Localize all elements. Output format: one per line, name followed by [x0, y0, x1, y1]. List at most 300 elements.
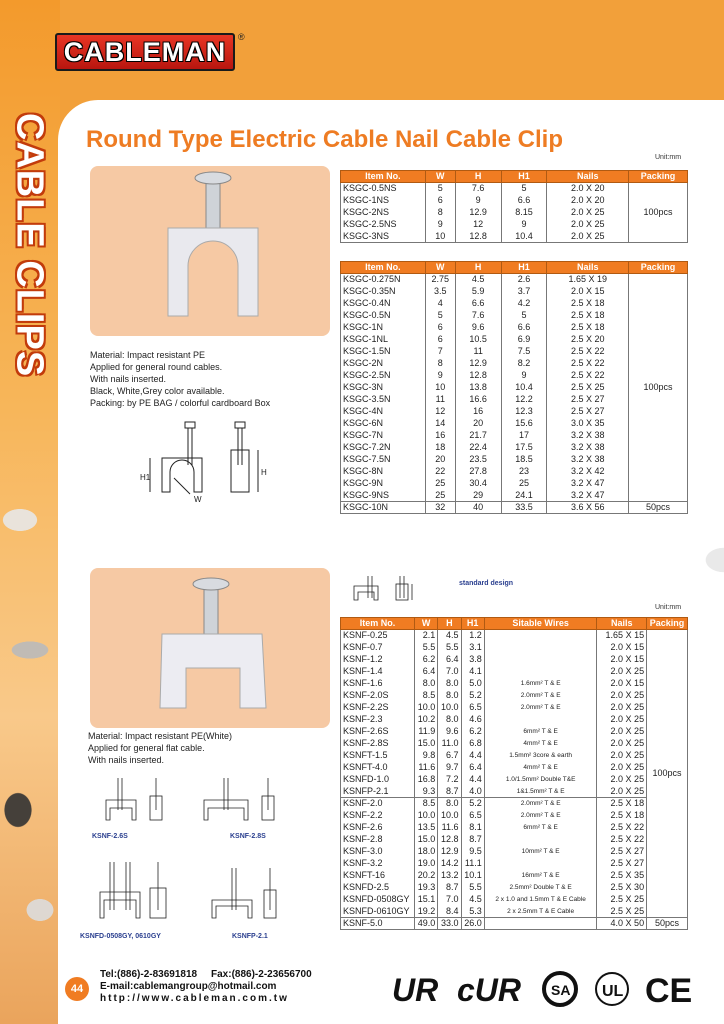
nails-cell: 1.65 X 15 — [597, 630, 647, 642]
packing-cell: 100pcs — [647, 630, 688, 918]
h1-cell: 4.5 — [461, 894, 484, 906]
table-row — [341, 274, 688, 286]
wires-cell — [484, 642, 597, 654]
h-cell: 5.5 — [438, 642, 461, 654]
item-cell: KSNF-2.6 — [341, 822, 415, 834]
item-cell: KSGC-2.5N — [341, 370, 426, 382]
h-cell: 12.8 — [455, 370, 501, 382]
w-cell: 13.5 — [414, 822, 437, 834]
wires-cell: 2.5mm² Double T & E — [484, 882, 597, 894]
nails-cell: 2.5 X 22 — [597, 834, 647, 846]
h-cell: 10.0 — [438, 810, 461, 822]
h-cell: 29 — [455, 490, 501, 502]
item-cell: KSGC-0.35N — [341, 286, 426, 298]
w-cell: 8 — [425, 207, 455, 219]
h1-cell: 6.6 — [501, 322, 547, 334]
w-cell: 5.5 — [414, 642, 437, 654]
tel: Tel:(886)-2-83691818 — [100, 969, 198, 980]
h1-cell: 9 — [501, 219, 547, 231]
h1-cell: 6.9 — [501, 334, 547, 346]
h-cell: 8.0 — [438, 798, 461, 810]
nails-cell: 2.0 X 20 — [547, 195, 629, 207]
item-cell: KSGC-7N — [341, 430, 426, 442]
table-body — [341, 183, 688, 243]
wires-cell: 4mm² T & E — [484, 738, 597, 750]
item-cell: KSGC-3NS — [341, 231, 426, 243]
svg-text:cUR: cUR — [457, 972, 522, 1008]
desc-line: With nails inserted. — [88, 755, 165, 765]
ul-mark-icon — [592, 970, 632, 1008]
nails-cell: 2.0 X 25 — [547, 219, 629, 231]
nails-cell: 2.0 X 15 — [597, 642, 647, 654]
h-cell: 8.0 — [438, 714, 461, 726]
h1-cell: 6.8 — [461, 738, 484, 750]
h-cell: 8.7 — [438, 882, 461, 894]
h1-cell: 2.6 — [501, 274, 547, 286]
w-cell: 7 — [425, 346, 455, 358]
item-cell: KSGC-1.5N — [341, 346, 426, 358]
wires-cell: 1.0/1.5mm² Double T&E — [484, 774, 597, 786]
table-flat-clips — [340, 617, 688, 930]
h-cell: 33.0 — [438, 918, 461, 930]
nails-cell: 2.5 X 18 — [547, 310, 629, 322]
wires-cell: 10mm² T & E — [484, 846, 597, 858]
h-cell: 14.2 — [438, 858, 461, 870]
w-cell: 10.2 — [414, 714, 437, 726]
h1-cell: 25 — [501, 478, 547, 490]
h-cell: 9.6 — [455, 322, 501, 334]
wires-cell: 1&1.5mm² T & E — [484, 786, 597, 798]
h-cell: 9.7 — [438, 762, 461, 774]
h-cell: 4.5 — [438, 630, 461, 642]
nails-cell: 2.5 X 35 — [597, 870, 647, 882]
h1-cell: 8.15 — [501, 207, 547, 219]
item-cell: KSGC-3.5N — [341, 394, 426, 406]
wires-cell — [484, 654, 597, 666]
h-cell: 11.0 — [438, 738, 461, 750]
h1-cell: 4.1 — [461, 666, 484, 678]
wires-cell: 2.0mm² T & E — [484, 798, 597, 810]
item-cell: KSNF-2.0 — [341, 798, 415, 810]
nails-cell: 2.0 X 25 — [597, 702, 647, 714]
flat-clip-image — [90, 568, 330, 728]
w-cell: 5 — [425, 310, 455, 322]
h-cell: 21.7 — [455, 430, 501, 442]
h1-cell: 17 — [501, 430, 547, 442]
h1-cell: 18.5 — [501, 454, 547, 466]
nails-cell: 2.5 X 27 — [597, 846, 647, 858]
h-cell: 7.0 — [438, 894, 461, 906]
email[interactable]: E-mail:cablemangroup@hotmail.com — [100, 981, 277, 992]
table-row — [341, 702, 688, 714]
w-cell: 11.9 — [414, 726, 437, 738]
item-cell: KSNF-2.8S — [341, 738, 415, 750]
nails-cell: 2.5 X 30 — [597, 882, 647, 894]
col-packing: Packing — [629, 262, 688, 274]
w-cell: 6.4 — [414, 666, 437, 678]
w-cell: 15.0 — [414, 834, 437, 846]
contact-info — [100, 969, 312, 1005]
table-row — [341, 642, 688, 654]
wires-cell: 2.0mm² T & E — [484, 810, 597, 822]
packing-cell: 50pcs — [647, 918, 688, 930]
item-cell: KSGC-9NS — [341, 490, 426, 502]
w-cell: 6.2 — [414, 654, 437, 666]
nails-cell: 2.0 X 25 — [597, 750, 647, 762]
nails-cell: 2.5 X 22 — [547, 346, 629, 358]
w-cell: 49.0 — [414, 918, 437, 930]
w-cell: 15.0 — [414, 738, 437, 750]
table-body — [341, 630, 688, 930]
w-cell: 18 — [425, 442, 455, 454]
table-body — [341, 274, 688, 514]
wires-cell: 2 x 1.0 and 1.5mm T & E Cable — [484, 894, 597, 906]
h-cell: 13.8 — [455, 382, 501, 394]
h1-cell: 9.5 — [461, 846, 484, 858]
item-cell: KSNFD-1.0 — [341, 774, 415, 786]
h1-cell: 24.1 — [501, 490, 547, 502]
item-cell: KSNF-2.8 — [341, 834, 415, 846]
h1-cell: 6.6 — [501, 195, 547, 207]
w-cell: 16.8 — [414, 774, 437, 786]
table-row — [341, 666, 688, 678]
nails-cell: 2.0 X 25 — [597, 738, 647, 750]
wires-cell: 2.0mm² T & E — [484, 702, 597, 714]
w-cell: 8.5 — [414, 690, 437, 702]
w-cell: 22 — [425, 466, 455, 478]
w-cell: 25 — [425, 490, 455, 502]
table-row — [341, 762, 688, 774]
wires-cell: 2.0mm² T & E — [484, 690, 597, 702]
item-cell: KSGC-0.4N — [341, 298, 426, 310]
h-cell: 16.6 — [455, 394, 501, 406]
round-clip-photo — [90, 166, 330, 336]
nails-cell: 2.0 X 25 — [597, 666, 647, 678]
nails-cell: 1.65 X 19 — [547, 274, 629, 286]
item-cell: KSNF-1.2 — [341, 654, 415, 666]
phone-fax-line — [100, 969, 312, 981]
h1-label: H1 — [140, 473, 151, 482]
w-cell: 19.2 — [414, 906, 437, 918]
col-w: W — [414, 618, 437, 630]
col-packing: Packing — [629, 171, 688, 183]
w-cell: 2.1 — [414, 630, 437, 642]
nails-cell: 2.0 X 25 — [547, 231, 629, 243]
side-section-title: CABLE CLIPS — [8, 112, 51, 378]
nails-cell: 2.0 X 25 — [597, 690, 647, 702]
round-clip-image — [90, 166, 330, 336]
diagram-label-ksnf-2-6s: KSNF-2.6S — [92, 833, 128, 840]
item-cell: KSGC-7.5N — [341, 454, 426, 466]
w-cell: 12 — [425, 406, 455, 418]
w-cell: 19.3 — [414, 882, 437, 894]
h-cell: 10.5 — [455, 334, 501, 346]
item-cell: KSNFT-1.5 — [341, 750, 415, 762]
nails-cell: 3.6 X 56 — [547, 502, 629, 514]
wires-cell — [484, 630, 597, 642]
item-cell: KSNFP-2.1 — [341, 786, 415, 798]
w-cell: 16 — [425, 430, 455, 442]
h-cell: 12 — [455, 219, 501, 231]
nails-cell: 2.5 X 25 — [597, 906, 647, 918]
wires-cell — [484, 666, 597, 678]
col-packing: Packing — [647, 618, 688, 630]
ur-mark-icon — [390, 970, 450, 1008]
col-h: H — [438, 618, 461, 630]
h1-cell: 4.4 — [461, 774, 484, 786]
item-cell: KSNFT-4.0 — [341, 762, 415, 774]
w-label: W — [194, 495, 202, 504]
h-cell: 13.2 — [438, 870, 461, 882]
h-cell: 7.2 — [438, 774, 461, 786]
w-cell: 15.1 — [414, 894, 437, 906]
nails-cell: 2.5 X 20 — [547, 334, 629, 346]
nails-cell: 2.0 X 25 — [597, 726, 647, 738]
h-cell: 12.9 — [455, 207, 501, 219]
item-cell: KSNF-0.7 — [341, 642, 415, 654]
table-header-row — [341, 171, 688, 183]
table-row — [341, 870, 688, 882]
item-cell: KSGC-8N — [341, 466, 426, 478]
desc-line: Black, White,Grey color available. — [90, 386, 225, 396]
w-cell: 14 — [425, 418, 455, 430]
table-row — [341, 774, 688, 786]
item-cell: KSNFD-0508GY — [341, 894, 415, 906]
ce-mark-icon — [645, 970, 693, 1010]
table-row — [341, 882, 688, 894]
w-cell: 8 — [425, 358, 455, 370]
svg-text:UR: UR — [392, 972, 439, 1008]
table-row — [341, 183, 688, 195]
table-round-n — [340, 261, 688, 514]
col-wires: Sitable Wires — [484, 618, 597, 630]
w-cell: 11.6 — [414, 762, 437, 774]
col-nails: Nails — [547, 262, 629, 274]
flat-clip-photo — [90, 568, 330, 728]
standard-design-diagram — [348, 574, 438, 610]
nails-cell: 3.2 X 42 — [547, 466, 629, 478]
nails-cell: 2.5 X 22 — [597, 822, 647, 834]
w-cell: 10 — [425, 231, 455, 243]
item-cell: KSGC-0.5N — [341, 310, 426, 322]
h-cell: 5.9 — [455, 286, 501, 298]
w-cell: 32 — [425, 502, 455, 514]
w-cell: 19.0 — [414, 858, 437, 870]
h-cell: 23.5 — [455, 454, 501, 466]
h1-cell: 6.5 — [461, 810, 484, 822]
item-cell: KSNF-5.0 — [341, 918, 415, 930]
nails-cell: 2.0 X 15 — [597, 678, 647, 690]
h-cell: 20 — [455, 418, 501, 430]
item-cell: KSGC-2N — [341, 358, 426, 370]
item-cell: KSGC-0.275N — [341, 274, 426, 286]
h1-cell: 4.4 — [461, 750, 484, 762]
h1-cell: 5 — [501, 183, 547, 195]
diagram-label-ksnfp: KSNFP-2.1 — [232, 933, 268, 940]
standard-design-label: standard design — [459, 580, 514, 587]
nails-cell: 2.0 X 20 — [547, 183, 629, 195]
h-cell: 9 — [455, 195, 501, 207]
nails-cell: 2.5 X 27 — [547, 394, 629, 406]
table-row — [341, 906, 688, 918]
item-cell: KSNFT-16 — [341, 870, 415, 882]
desc-line: Material: Impact resistant PE(White) — [88, 731, 233, 741]
h1-cell: 6.4 — [461, 762, 484, 774]
h-cell: 12.9 — [455, 358, 501, 370]
table-row — [341, 834, 688, 846]
h-cell: 11 — [455, 346, 501, 358]
h-cell: 7.6 — [455, 310, 501, 322]
wires-cell: 6mm² T & E — [484, 822, 597, 834]
col-h1: H1 — [461, 618, 484, 630]
table-row — [341, 678, 688, 690]
h1-cell: 8.7 — [461, 834, 484, 846]
w-cell: 3.5 — [425, 286, 455, 298]
item-cell: KSGC-2NS — [341, 207, 426, 219]
nails-cell: 2.0 X 15 — [547, 286, 629, 298]
item-cell: KSGC-2.5NS — [341, 219, 426, 231]
h1-cell: 23 — [501, 466, 547, 478]
col-item: Item No. — [341, 262, 426, 274]
item-cell: KSNF-2.2S — [341, 702, 415, 714]
item-cell: KSGC-3N — [341, 382, 426, 394]
item-cell: KSNF-3.2 — [341, 858, 415, 870]
w-cell: 6 — [425, 322, 455, 334]
nails-cell: 2.0 X 25 — [547, 207, 629, 219]
h-cell: 30.4 — [455, 478, 501, 490]
h1-cell: 3.8 — [461, 654, 484, 666]
item-cell: KSGC-7.2N — [341, 442, 426, 454]
w-cell: 6 — [425, 195, 455, 207]
h-cell: 8.7 — [438, 786, 461, 798]
table-row — [341, 846, 688, 858]
wires-cell — [484, 858, 597, 870]
item-cell: KSNFD-2.5 — [341, 882, 415, 894]
wires-cell: 2 x 2.5mm T & E Cable — [484, 906, 597, 918]
desc-line: Applied for general round cables. — [90, 362, 223, 372]
csa-mark-icon — [540, 970, 580, 1008]
nails-cell: 3.2 X 38 — [547, 430, 629, 442]
h1-cell: 6.5 — [461, 702, 484, 714]
h1-cell: 33.5 — [501, 502, 547, 514]
h-cell: 6.7 — [438, 750, 461, 762]
website[interactable]: http://www.cableman.com.tw — [100, 993, 289, 1004]
nails-cell: 2.0 X 25 — [597, 714, 647, 726]
h1-cell: 12.2 — [501, 394, 547, 406]
table-row — [341, 502, 688, 514]
svg-text:UL: UL — [602, 983, 624, 1000]
h-cell: 9.6 — [438, 726, 461, 738]
side-product-photos — [0, 480, 58, 1024]
table-row — [341, 714, 688, 726]
h1-cell: 3.7 — [501, 286, 547, 298]
h1-cell: 5.3 — [461, 906, 484, 918]
w-cell: 20.2 — [414, 870, 437, 882]
h-cell: 8.0 — [438, 690, 461, 702]
unit-label-1: Unit:mm — [655, 154, 682, 161]
w-cell: 25 — [425, 478, 455, 490]
table-row — [341, 654, 688, 666]
table-row — [341, 810, 688, 822]
wires-cell — [484, 834, 597, 846]
nails-cell: 4.0 X 50 — [597, 918, 647, 930]
nails-cell: 2.5 X 27 — [597, 858, 647, 870]
brand-logo: CABLEMAN — [55, 33, 235, 71]
h1-cell: 4.6 — [461, 714, 484, 726]
h1-cell: 8.2 — [501, 358, 547, 370]
wires-cell — [484, 714, 597, 726]
table-round-ns — [340, 170, 688, 243]
w-cell: 9 — [425, 219, 455, 231]
h-cell: 12.8 — [438, 834, 461, 846]
w-cell: 5 — [425, 183, 455, 195]
item-cell: KSNFD-0610GY — [341, 906, 415, 918]
h-cell: 6.4 — [438, 654, 461, 666]
h1-cell: 5.2 — [461, 798, 484, 810]
desc-line: Applied for general flat cable. — [88, 743, 205, 753]
nails-cell: 2.5 X 18 — [597, 810, 647, 822]
w-cell: 11 — [425, 394, 455, 406]
wires-cell: 1.5mm² 3core & earth — [484, 750, 597, 762]
wires-cell: 6mm² T & E — [484, 726, 597, 738]
table-row — [341, 822, 688, 834]
h1-cell: 7.5 — [501, 346, 547, 358]
table-row — [341, 630, 688, 642]
w-cell: 10 — [425, 382, 455, 394]
wires-cell: 4mm² T & E — [484, 762, 597, 774]
h1-cell: 4.0 — [461, 786, 484, 798]
diagram-label-ksnf-2-8s: KSNF-2.8S — [230, 833, 266, 840]
item-cell: KSNF-2.3 — [341, 714, 415, 726]
wires-cell — [484, 918, 597, 930]
h1-cell: 10.1 — [461, 870, 484, 882]
h1-cell: 11.1 — [461, 858, 484, 870]
section1-description — [90, 349, 270, 409]
h-cell: 12.8 — [455, 231, 501, 243]
h-cell: 8.4 — [438, 906, 461, 918]
table-row — [341, 786, 688, 798]
nails-cell: 2.5 X 22 — [547, 370, 629, 382]
packing-cell: 50pcs — [629, 502, 688, 514]
item-cell: KSGC-1NS — [341, 195, 426, 207]
packing-cell: 100pcs — [629, 274, 688, 502]
w-cell: 9.3 — [414, 786, 437, 798]
nails-cell: 2.0 X 25 — [597, 774, 647, 786]
table-header-row — [341, 618, 688, 630]
h1-cell: 1.2 — [461, 630, 484, 642]
col-nails: Nails — [597, 618, 647, 630]
w-cell: 8.5 — [414, 798, 437, 810]
item-cell: KSNF-0.25 — [341, 630, 415, 642]
col-nails: Nails — [547, 171, 629, 183]
w-cell: 9.8 — [414, 750, 437, 762]
table-row — [341, 894, 688, 906]
nails-cell: 2.0 X 15 — [597, 654, 647, 666]
w-cell: 20 — [425, 454, 455, 466]
h-cell: 27.8 — [455, 466, 501, 478]
col-h1: H1 — [501, 171, 547, 183]
h-cell: 8.0 — [438, 678, 461, 690]
nails-cell: 3.0 X 35 — [547, 418, 629, 430]
table-row — [341, 798, 688, 810]
item-cell: KSGC-0.5NS — [341, 183, 426, 195]
nails-cell: 2.5 X 25 — [597, 894, 647, 906]
h1-cell: 17.5 — [501, 442, 547, 454]
w-cell: 4 — [425, 298, 455, 310]
item-cell: KSNF-1.6 — [341, 678, 415, 690]
col-w: W — [425, 171, 455, 183]
table-row — [341, 750, 688, 762]
